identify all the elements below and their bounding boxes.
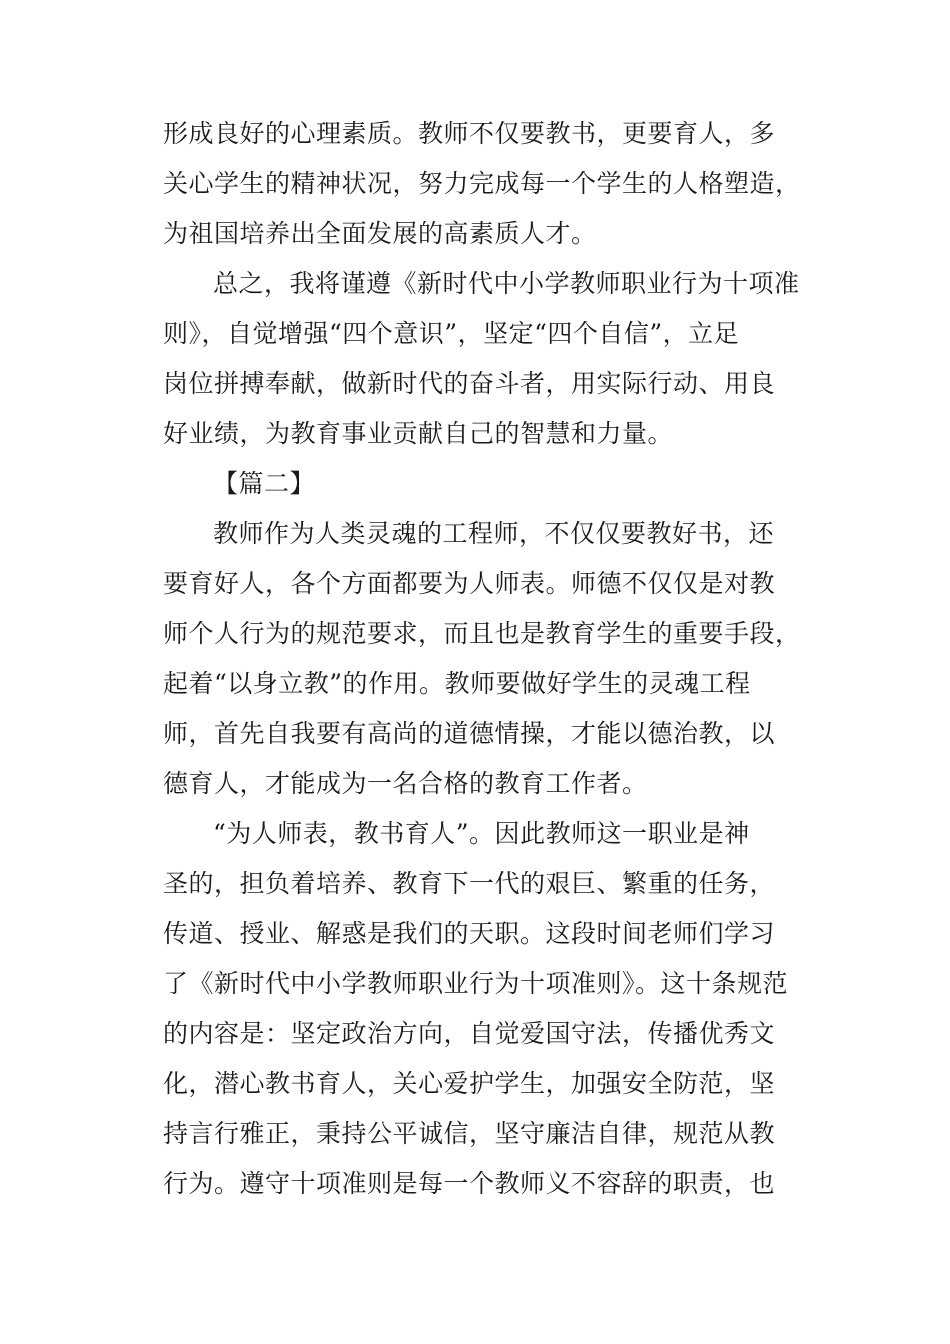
text-line: 则》，自觉增强“四个意识”，坚定“四个自信”，立足 — [163, 319, 740, 348]
text-line: 的内容是：坚定政治方向，自觉爱国守法，传播优秀文 — [163, 1019, 776, 1048]
text-line: 好业绩，为教育事业贡献自己的智慧和力量。 — [163, 419, 674, 448]
text-line: 德育人，才能成为一名合格的教育工作者。 — [163, 769, 648, 798]
text-line: 为祖国培养出全面发展的高素质人才。 — [163, 219, 597, 248]
text-line: 形成良好的心理素质。教师不仅要教书，更要育人，多 — [163, 119, 776, 148]
text-line: 化，潜心教书育人，关心爱护学生，加强安全防范，坚 — [163, 1069, 776, 1098]
text-line: 要育好人，各个方面都要为人师表。师德不仅仅是对教 — [163, 569, 776, 598]
paragraph-start-line: 总之，我将谨遵《新时代中小学教师职业行为十项准 — [213, 269, 800, 298]
text-line: 起着“以身立教”的作用。教师要做好学生的灵魂工程 — [163, 669, 751, 698]
paragraph-start-line: 教师作为人类灵魂的工程师，不仅仅要教好书，还 — [213, 519, 775, 548]
section-heading: 【篇二】 — [213, 469, 316, 498]
text-line: 圣的，担负着培养、教育下一代的艰巨、繁重的任务， — [163, 869, 776, 898]
paragraph-start-line: “为人师表，教书育人”。因此教师这一职业是神 — [213, 819, 750, 848]
text-line: 行为。遵守十项准则是每一个教师义不容辞的职责，也 — [163, 1169, 776, 1198]
text-line: 师个人行为的规范要求，而且也是教育学生的重要手段， — [163, 619, 801, 648]
text-line: 岗位拼搏奉献，做新时代的奋斗者，用实际行动、用良 — [163, 369, 776, 398]
text-line: 师，首先自我要有高尚的道德情操，才能以德治教，以 — [163, 719, 776, 748]
text-line: 传道、授业、解惑是我们的天职。这段时间老师们学习 — [163, 919, 776, 948]
text-line: 持言行雅正，秉持公平诚信，坚守廉洁自律，规范从教 — [163, 1119, 776, 1148]
text-line: 了《新时代中小学教师职业行为十项准则》。这十条规范 — [163, 969, 789, 998]
text-line: 关心学生的精神状况，努力完成每一个学生的人格塑造， — [163, 169, 801, 198]
